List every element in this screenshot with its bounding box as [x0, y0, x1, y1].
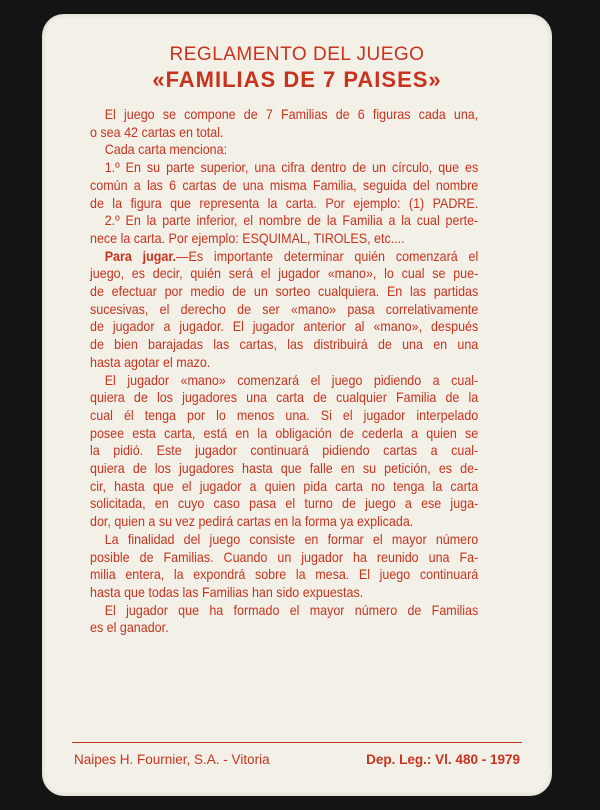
text-line: posee esta carta, está en la obligación de cederla a quien se — [90, 425, 479, 441]
text-line: de jugador a jugador. El jugador anterior al «mano», después — [90, 319, 479, 335]
text-line: El jugador «mano» comenzará el juego pidiendo a cual- — [104, 372, 479, 388]
text-line: quiera de los jugadores hasta que falle en su petición, es de- — [90, 461, 479, 477]
text-line: hasta agotar el mazo. — [90, 354, 211, 370]
text-line: de efectuar por medio de un sorteo cualquiera. En las partidas — [90, 284, 479, 300]
text-line: hasta que todas las Familias han sido expuestas. — [90, 584, 364, 600]
text-line: El jugador que ha formado el mayor número de Familias — [104, 602, 479, 618]
text-line: o sea 42 cartas en total. — [90, 124, 224, 140]
text-line: El juego se compone de 7 Familias de 6 figuras cada una, — [104, 107, 479, 122]
text-line: posible de Familias. Cuando un jugador ha reunido una Fa- — [90, 549, 479, 565]
text-line: de la figura que representa la carta. Por ejemplo: (1) PADRE. — [90, 195, 479, 211]
text-line: común a las 6 cartas de una misma Familia, seguida del nombre — [90, 177, 479, 193]
text-line: nece la carta. Por ejemplo: ESQUIMAL, TIROLES, etc.... — [90, 230, 405, 246]
para-jugar-label: Para jugar. — [104, 248, 177, 264]
text-line: juego, es decir, quién será el jugador «mano», lo cual se pue- — [90, 266, 479, 282]
publisher-text: Naipes H. Fournier, S.A. - Vitoria — [74, 752, 270, 767]
rules-title: REGLAMENTO DEL JUEGO — [169, 44, 425, 65]
text-line: de bien barajadas las cartas, las distribuirá de una en una — [90, 337, 479, 353]
text-line: cual él tenga por lo menos una. Si el jugador interpelado — [90, 407, 479, 423]
text-line: la pidió. Este jugador continuará pidiendo cartas a cual- — [90, 443, 479, 459]
text-line: 1.º En su parte superior, una cifra dentro de un círculo, que es — [104, 160, 479, 176]
text-line: La finalidad del juego consiste en formar el mayor número — [104, 531, 479, 547]
rules-text — [90, 106, 478, 637]
card — [42, 14, 552, 796]
text-line: es el ganador. — [90, 620, 169, 636]
text-line: quiera de los jugadores una carta de cualquier Familia de la — [90, 390, 479, 406]
text-line — [90, 248, 478, 266]
text-line: sucesivas, el derecho de ser «mano» pasa correlativamente — [90, 301, 479, 317]
footer-divider — [72, 742, 522, 743]
para-jugar-text: —Es importante determinar quién comenzará el — [176, 248, 479, 264]
text-line: Cada carta menciona: — [104, 142, 228, 158]
text-line: 2.º En la parte inferior, el nombre de la Familia a la cual perte- — [104, 213, 479, 229]
legal-deposit-text: Dep. Leg.: Vl. 480 - 1979 — [366, 752, 520, 767]
text-line: milia entera, la expondrá sobre la mesa. El juego continuará — [90, 567, 479, 583]
game-title: «FAMILIAS DE 7 PAISES» — [152, 67, 442, 92]
text-line: solicitada, en cuyo caso pasa el turno de juego a ese juga- — [90, 496, 479, 512]
text-line: dor, quien a su vez pedirá cartas en la forma ya explicada. — [90, 514, 414, 530]
text-line: cir, hasta que el jugador a quien pida carta no tenga la carta — [90, 478, 479, 494]
